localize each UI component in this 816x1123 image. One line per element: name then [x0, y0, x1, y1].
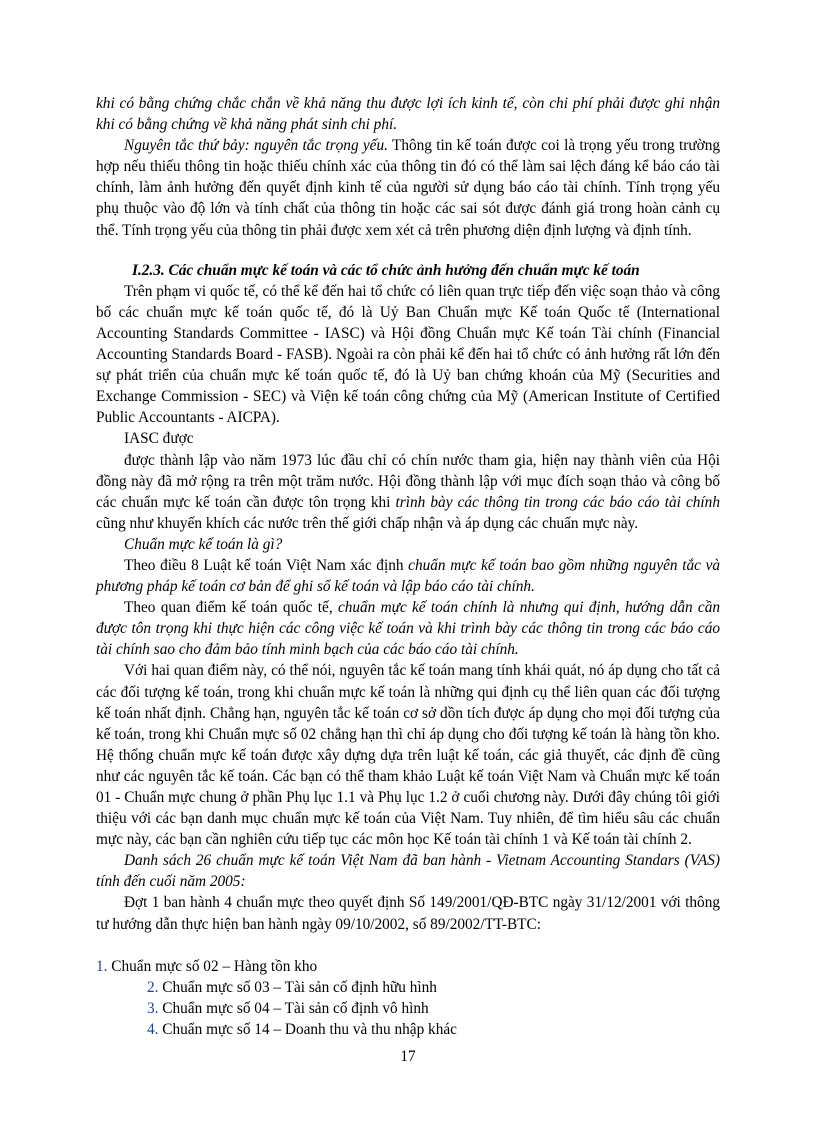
list-item [96, 1019, 720, 1040]
text-span: được thành lập vào năm 1973 lúc đầu chỉ có chín nước tham gia, hiện nay thành viên của Hội đồng này đã mở rộng ra trên một trăm nước. Hội đồng thành lập với mục đích soạn thảo và công bố các chuẩn mực kế toán cần được tôn trọng khi [96, 451, 720, 511]
paragraph-comparison: Với hai quan điểm này, có thể nói, nguyên tắc kế toán mang tính khái quát, nó áp dụng cho tất cả các đối tượng kế toán, trong khi chuẩn mực kế toán là những qui định cụ thể liên quan các đối tượng kế toán nhất định. Chẳng hạn, nguyên tắc kế toán cơ sở dồn tích được áp dụng cho mọi đối tượng của kế toán, trong khi Chuẩn mực số 02 chẳng hạn thì chỉ áp dụng cho đối tượng kế toán là hàng tồn kho. Hệ thống chuẩn mực kế toán được xây dựng dựa trên luật kế toán, các giả thuyết, các định đề cũng như các nguyên tắc kế toán. Các bạn có thể tham khảo Luật kế toán Việt Nam và Chuẩn mực kế toán 01 - Chuẩn mực chung ở phần Phụ lục 1.1 và Phụ lục 1.2 ở cuối chương này. Dưới đây chúng tôi giới thiệu với các bạn danh mục chuẩn mực kế toán của Việt Nam. Tuy nhiên, để tìm hiểu sâu các chuẩn mực này, các bạn cần nghiên cứu tiếp tục các môn học Kế toán tài chính 1 và Kế toán tài chính 2. [96, 662, 720, 849]
spacer [96, 935, 720, 956]
list-item [96, 956, 720, 977]
italic-span: chuẩn mực kế toán bao gồm những nguyên tắc và phương pháp kế toán cơ bản để ghi sổ kế toán và lập báo cáo tài chính. [96, 556, 721, 596]
paragraph-decision: Đợt 1 ban hành 4 chuẩn mực theo quyết định Số 149/2001/QĐ-BTC ngày 31/12/2001 với thông tư hướng dẫn thực hiện ban hành ngày 09/10/2002, số 89/2002/TT-BTC: [96, 894, 720, 933]
list-text: Chuẩn mực số 02 – Hàng tồn kho [107, 957, 318, 975]
paragraph-iasc-label: IASC được [124, 430, 194, 448]
standards-list [96, 956, 720, 1040]
section-heading: I.2.3. Các chuẩn mực kế toán và các tổ chức ảnh hưởng đến chuẩn mực kế toán [132, 261, 640, 279]
list-number: 3. [147, 999, 159, 1017]
italic-span: trình bày các thông tin trong các báo cáo tài chính [395, 493, 720, 511]
italic-span: , chuẩn mực kế toán chính là nhưng qui định, hướng dẫn cần được tôn trọng khi thực hiện các công việc kế toán và khi trình bày các thông tin trong các báo cáo tài chính sao cho đảm bảo tính minh bạch của các báo cáo tài chính. [96, 599, 720, 659]
list-item [96, 998, 720, 1019]
document-page [96, 93, 720, 1040]
list-item [96, 977, 720, 998]
paragraph-law-definition [96, 555, 720, 597]
paragraph-international-view [96, 597, 720, 660]
text-span: Theo điều 8 Luật kế toán Việt Nam xác định [124, 556, 409, 574]
paragraph-organizations: Trên phạm vi quốc tế, có thể kể đến hai tổ chức có liên quan trực tiếp đến việc soạn thảo và công bố các chuẩn mực kế toán quốc tế, đó là Uỷ Ban Chuẩn mực Kế toán Quốc tế (International Accounting Standards Committee - IASC) và Hội đồng Chuẩn mực Kế toán Tài chính (Financial Accounting Standards Board - FASB). Ngoài ra còn phải kể đến hai tổ chức có ảnh hưởng rất lớn đến sự phát triển của chuẩn mực kế toán quốc tế, đó là Uỷ ban chứng khoán của Mỹ (Securities and Exchange Commission - SEC) và Viện kế toán công chứng của Mỹ (American Institute of Certified Public Accountants - AICPA). [96, 282, 720, 427]
paragraph-continuation: khi có bằng chứng chắc chắn về khả năng thu được lợi ích kinh tế, còn chi phí phải được ghi nhận khi có bằng chứng về khả năng phát sinh chi phí. [96, 95, 720, 134]
list-text: Chuẩn mực số 04 – Tài sản cố định vô hình [158, 999, 429, 1017]
page-number: 17 [400, 1048, 416, 1065]
list-text: Chuẩn mực số 14 – Doanh thu và thu nhập khác [158, 1020, 457, 1038]
list-number: 2. [147, 978, 159, 996]
paragraph-question: Chuẩn mực kế toán là gì? [124, 535, 283, 553]
paragraph-iasc [96, 450, 720, 534]
paragraph-materiality [96, 135, 720, 240]
principle-lead: Nguyên tắc thứ bảy: nguyên tắc trọng yếu. [124, 137, 388, 155]
text-span: Theo quan điểm kế toán quốc tế [124, 599, 329, 617]
list-number: 4. [147, 1020, 159, 1038]
list-text: Chuẩn mực số 03 – Tài sản cố định hữu hình [158, 978, 437, 996]
paragraph-vas-list-intro: Danh sách 26 chuẩn mực kế toán Việt Nam đã ban hành - Vietnam Accounting Standars (VAS) tính đến cuối năm 2005: [96, 852, 720, 891]
principle-body: Thông tin kế toán được coi là trọng yếu trong trường hợp nếu thiếu thông tin hoặc thiếu chính xác của thông tin đó có thể làm sai lệch đáng kể báo cáo tài chính, làm ảnh hưởng đến quyết định kinh tế của người sử dụng báo cáo tài chính. Tính trọng yếu phụ thuộc vào độ lớn và tính chất của thông tin hoặc các sai sót được đánh giá trong hoàn cảnh cụ thể. Tính trọng yếu của thông tin phải được xem xét cả trên phương diện định lượng và định tính. [96, 137, 720, 239]
text-span: cũng như khuyến khích các nước trên thế giới chấp nhận và áp dụng các chuẩn mực này. [96, 514, 639, 532]
list-number: 1. [96, 957, 108, 975]
